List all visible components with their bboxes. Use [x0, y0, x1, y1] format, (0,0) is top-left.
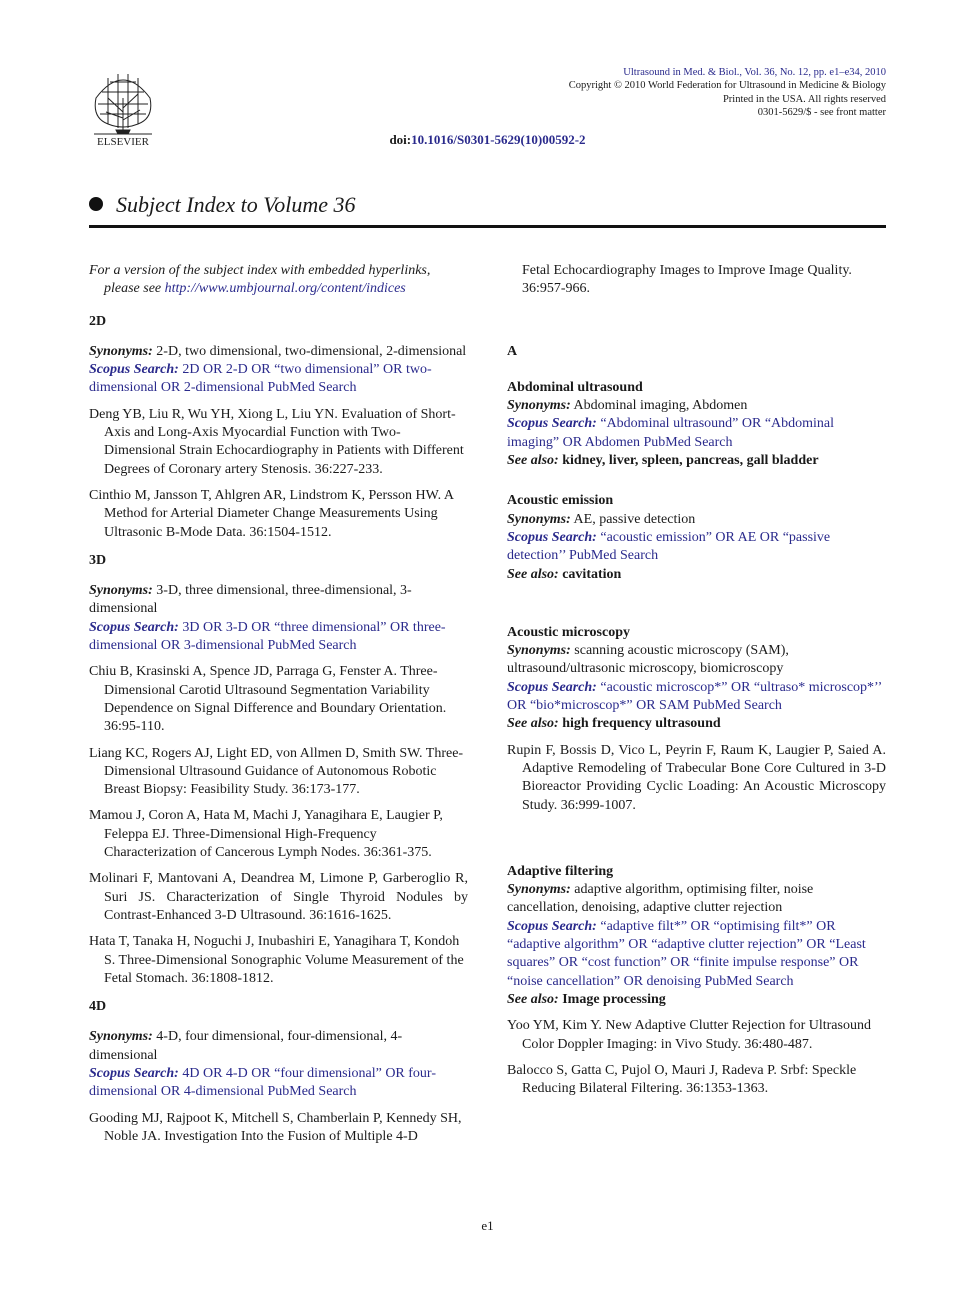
- section-heading: 3D: [89, 552, 107, 568]
- bullet-icon: [89, 197, 103, 211]
- scopus-label: Scopus Search:: [507, 918, 597, 934]
- see-also-text: kidney, liver, spleen, pancreas, gall bladder: [562, 453, 819, 469]
- entry-heading: Abdominal ultrasound: [507, 379, 643, 395]
- reference-continuation: Fetal Echocardiography Images to Improve Image Quality. 36:957-966.: [522, 263, 852, 297]
- printed-line: Printed in the USA. All rights reserved: [722, 93, 886, 105]
- synonyms: [89, 582, 468, 619]
- scopus-search[interactable]: [89, 619, 468, 656]
- reference: Balocco S, Gatta C, Pujol O, Mauri J, Radeva P. Srbf: Speckle Reducing Bilateral Filtering. 36:1353-1363.: [507, 1062, 857, 1097]
- scopus-text[interactable]: “acoustic microscop*” OR “ultraso* microscop*’’ OR “bio*microscop*” OR SAM PubMed Search: [507, 679, 882, 714]
- issn-line: 0301-5629/$ - see front matter: [757, 106, 886, 118]
- scopus-text[interactable]: “acoustic emission” OR AE OR “passive detection’’ PubMed Search: [507, 529, 831, 564]
- synonyms: [507, 881, 886, 918]
- synonyms: [507, 642, 886, 679]
- synonyms-text: adaptive algorithm, optimising filter, noise cancellation, denoising, adaptive clutter rejection: [507, 882, 814, 916]
- synonyms-label: Synonyms:: [89, 343, 153, 359]
- synonyms: [89, 343, 468, 361]
- scopus-text[interactable]: “adaptive filt*” OR “optimising filt*” OR “adaptive algorithm” OR “adaptive clutter rejection” OR “Least squares” OR “cost function” OR “finite impulse response” OR “noise cancellation” OR denoising PubMed Search: [507, 918, 866, 989]
- synonyms-label: Synonyms:: [507, 511, 571, 527]
- scopus-text[interactable]: 2D OR 2-D OR “two dimensional” OR two-dimensional OR 2-dimensional PubMed Search: [89, 362, 432, 396]
- scopus-search[interactable]: [507, 679, 886, 716]
- reference: Chiu B, Krasinski A, Spence JD, Parraga G, Fenster A. Three-Dimensional Carotid Ultrasound Segmentation Variability Dependence on Signal Difference and Boundary Orientation. 36:95-110.: [89, 664, 447, 735]
- see-also-label: See also:: [507, 453, 559, 469]
- synonyms-text: scanning acoustic microscopy (SAM), ultrasound/ultrasonic microscopy, biomicroscopy: [507, 643, 789, 677]
- reference: Mamou J, Coron A, Hata M, Machi J, Yanagihara E, Laugier P, Feleppa EJ. Three-Dimensional High-Frequency Characterization of Cancerous Lymph Nodes. 36:361-375.: [89, 808, 443, 861]
- synonyms-text: AE, passive detection: [573, 511, 696, 527]
- see-also: [507, 715, 886, 733]
- scopus-label: Scopus Search:: [507, 529, 597, 545]
- synonyms-text: 4-D, four dimensional, four-dimensional, 4-dimensional: [89, 1029, 403, 1063]
- synonyms-label: Synonyms:: [507, 643, 571, 659]
- see-also-label: See also:: [507, 566, 559, 582]
- see-also: [507, 991, 886, 1009]
- scopus-search[interactable]: [89, 361, 468, 398]
- svg-text:ELSEVIER: ELSEVIER: [97, 136, 149, 148]
- section-heading: 2D: [89, 313, 107, 329]
- indices-link[interactable]: http://www.umbjournal.org/content/indices: [164, 281, 406, 297]
- section-heading: 4D: [89, 999, 107, 1015]
- scopus-label: Scopus Search:: [507, 416, 597, 432]
- entry-heading: Adaptive filtering: [507, 863, 614, 879]
- letter-heading: A: [507, 343, 518, 359]
- intro-text: For a version of the subject index with embedded hyperlinks, please see: [89, 263, 431, 297]
- synonyms-text: 3-D, three dimensional, three-dimensional, 3-dimensional: [89, 583, 412, 617]
- synonyms-text: Abdominal imaging, Abdomen: [573, 398, 748, 414]
- right-column: [507, 262, 886, 1098]
- see-also-label: See also:: [507, 991, 559, 1007]
- scopus-text[interactable]: 4D OR 4-D OR “four dimensional” OR four-dimensional OR 4-dimensional PubMed Search: [89, 1065, 436, 1100]
- see-also-label: See also:: [507, 716, 559, 732]
- doi-prefix: doi:: [389, 132, 412, 147]
- entry-heading: Acoustic emission: [507, 493, 614, 509]
- scopus-search[interactable]: [89, 1065, 468, 1102]
- reference: Molinari F, Mantovani A, Deandrea M, Limone P, Garberoglio R, Suri JS. Characterization of Single Thyroid Nodules by Contrast-Enhanced 3-D Ultrasound. 36:1616-1625.: [89, 871, 468, 923]
- reference: Gooding MJ, Rajpoot K, Mitchell S, Chamberlain P, Kennedy SH, Noble JA. Investigation Into the Fusion of Multiple 4-D: [89, 1110, 462, 1144]
- see-also-text: Image processing: [562, 991, 666, 1007]
- journal-citation: Ultrasound in Med. & Biol., Vol. 36, No. 12, pp. e1–e34, 2010: [623, 67, 886, 78]
- scopus-label: Scopus Search:: [507, 679, 597, 695]
- reference: Liang KC, Rogers AJ, Light ED, von Allmen D, Smith SW. Three-Dimensional Ultrasound Guidance of Autonomous Robotic Breast Biopsy: Feasibility Study. 36:173-177.: [89, 745, 464, 798]
- entry-heading: Acoustic microscopy: [507, 624, 630, 640]
- scopus-label: Scopus Search:: [89, 1065, 179, 1081]
- scopus-text[interactable]: “Abdominal ultrasound” OR “Abdominal imaging” OR Abdomen PubMed Search: [507, 416, 835, 450]
- intro-note: [89, 262, 468, 299]
- scopus-label: Scopus Search:: [89, 362, 179, 378]
- left-column: [89, 262, 468, 1146]
- synonyms-label: Synonyms:: [89, 583, 153, 599]
- title-rule: [89, 225, 886, 228]
- reference: Hata T, Tanaka H, Noguchi J, Inubashiri E, Yanagihara T, Kondoh S. Three-Dimensional Sonographic Volume Measurement of the Fetal Stomach. 36:1808-1812.: [89, 934, 464, 986]
- reference: Rupin F, Bossis D, Vico L, Peyrin F, Raum K, Laugier P, Saied A. Adaptive Remodeling of Trabecular Bone Core Cultured in 3-D Bioreactor Providing Cyclic Loading: An Acoustic Microscopy Study. 36:999-1007.: [507, 742, 886, 813]
- scopus-search[interactable]: [507, 415, 886, 452]
- reference: Cinthio M, Jansson T, Ahlgren AR, Lindstrom K, Persson HW. A Method for Arterial Diameter Change Measurements Using Ultrasonic B-Mode Data. 36:1504-1512.: [89, 487, 454, 540]
- journal-header: [569, 66, 886, 119]
- synonyms: [507, 397, 886, 415]
- synonyms: [507, 511, 886, 529]
- doi-link[interactable]: 10.1016/S0301-5629(10)00592-2: [411, 132, 586, 147]
- scopus-text[interactable]: 3D OR 3-D OR “three dimensional” OR three-dimensional OR 3-dimensional PubMed Search: [89, 619, 446, 654]
- see-also-text: cavitation: [562, 566, 622, 582]
- synonyms-text: 2-D, two dimensional, two-dimensional, 2-dimensional: [156, 343, 467, 359]
- see-also-text: high frequency ultrasound: [562, 716, 721, 732]
- copyright-line: Copyright © 2010 World Federation for Ultrasound in Medicine & Biology: [568, 80, 886, 92]
- see-also: [507, 566, 886, 584]
- reference: Deng YB, Liu R, Wu YH, Xiong L, Liu YN. Evaluation of Short-Axis and Long-Axis Myocardial Function with Two-Dimensional Strain Echocardiography in Patients with Different Degrees of Coronary artery Stenosis. 36:227-233.: [89, 406, 464, 477]
- synonyms-label: Synonyms:: [507, 398, 571, 414]
- scopus-label: Scopus Search:: [89, 619, 179, 635]
- page-number: e1: [481, 1218, 494, 1233]
- page-title: Subject Index to Volume 36: [116, 192, 356, 217]
- synonyms: [89, 1028, 468, 1065]
- synonyms-label: Synonyms:: [89, 1029, 153, 1045]
- see-also: [507, 452, 886, 470]
- scopus-search[interactable]: [507, 529, 886, 566]
- synonyms-label: Synonyms:: [507, 882, 571, 898]
- scopus-search[interactable]: [507, 918, 886, 991]
- doi-line: [0, 132, 975, 148]
- reference: Yoo YM, Kim Y. New Adaptive Clutter Rejection for Ultrasound Color Doppler Imaging: in Vivo Study. 36:480-487.: [507, 1018, 871, 1052]
